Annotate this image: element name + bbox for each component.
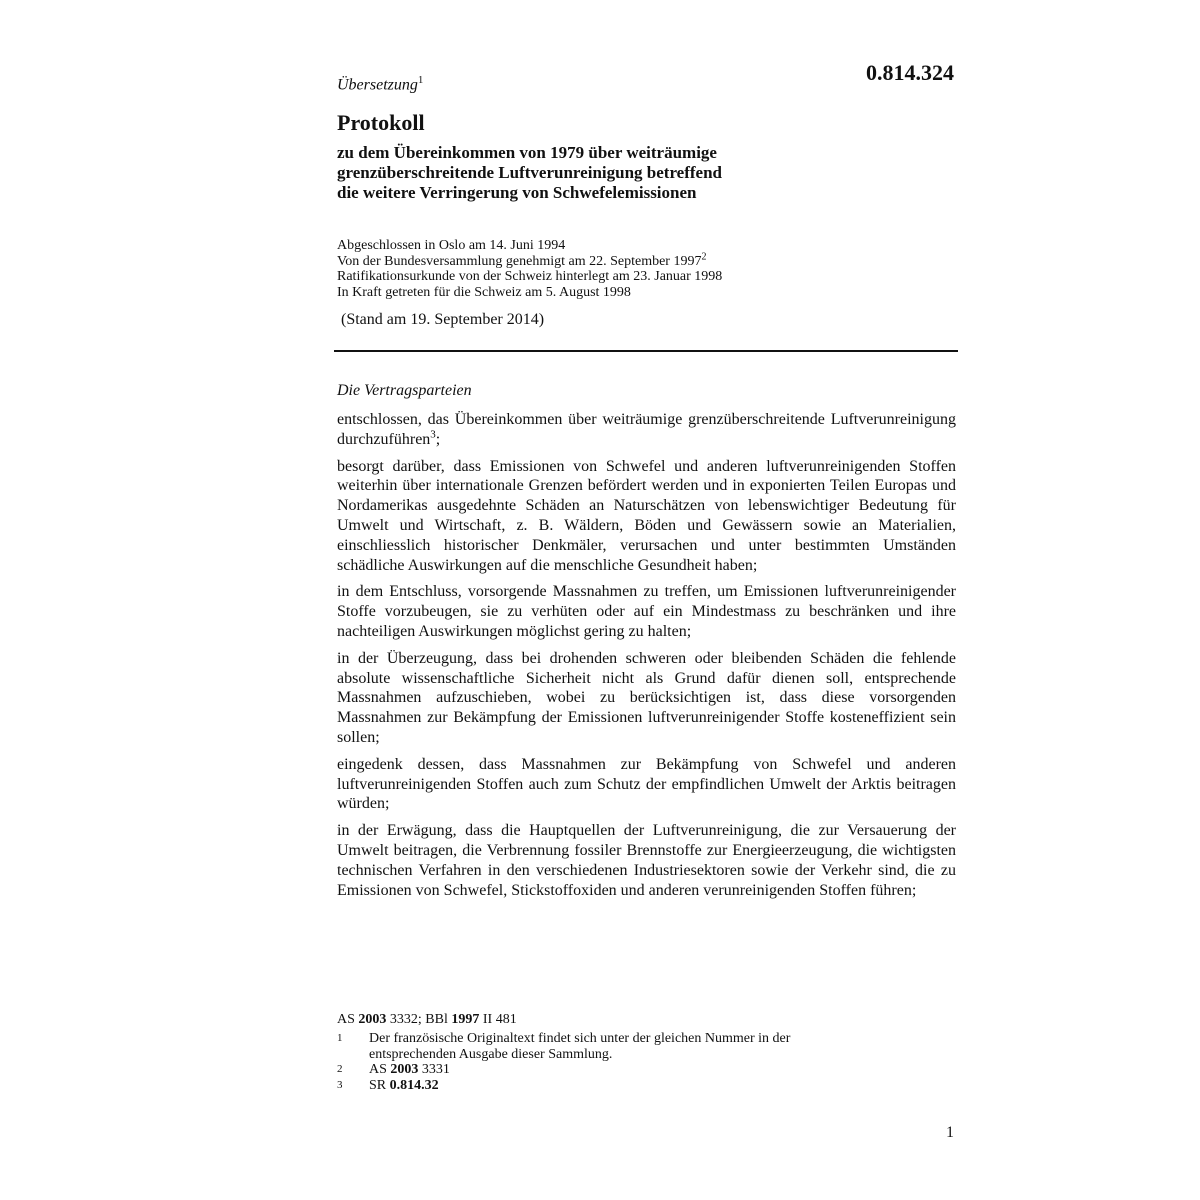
status-date: (Stand am 19. September 2014) — [341, 311, 545, 328]
footnote-page: 3331 — [418, 1062, 450, 1077]
preamble-paragraph — [337, 410, 956, 450]
preamble-paragraph: in dem Entschluss, vorsorgende Massnahmen zu treffen, um Emissionen luftverunreinigender Stoffe vorzubeugen, sie zu verhüten oder auf ein Mindestmass zu beschränken und ihre nachteiligen Auswirkungen möglichst gering zu halten; — [337, 583, 956, 640]
page-number: 1 — [946, 1124, 954, 1141]
concluded-date: Abgeschlossen in Oslo am 14. Juni 1994 — [337, 238, 566, 253]
approval-text: Von der Bundesversammlung genehmigt am 22. September 1997 — [337, 253, 702, 269]
translation-label — [337, 74, 956, 94]
header-divider — [334, 350, 958, 352]
footnote — [337, 1078, 956, 1094]
paragraph-text: entschlossen, das Übereinkommen über weiträumige grenzüberschreitende Luftverunreinigung durchzuführen — [337, 411, 956, 448]
subtitle-line: die weitere Verringerung von Schwefelemissionen — [337, 183, 697, 202]
ref-year: 1997 — [451, 1012, 480, 1027]
footnote-marker[interactable]: 1 — [417, 74, 424, 86]
footnote-sr-link[interactable]: 0.814.32 — [389, 1077, 439, 1093]
document-metadata — [337, 238, 956, 300]
footnote-number: 3 — [337, 1078, 343, 1091]
subtitle-line: zu dem Übereinkommen von 1979 über weiträumige — [337, 143, 717, 162]
preamble-paragraph: besorgt darüber, dass Emissionen von Schwefel und anderen luftverunreinigenden Stoffen weiterhin über internationale Grenzen befördert werden und in exponierten Teilen Europas und Nordamerikas ausgedehnte Schäden an Naturschätzen von lebenswichtiger Bedeutung für Umwelt und Wirtschaft, z. B. Wäldern, Böden und Gewässern sowie an Materialien, einschliesslich historischer Denkmäler, verursachen und unter bestimmten Umständen schädliche Auswirkungen auf die menschliche Gesundheit haben; — [337, 457, 956, 574]
sr-number: 0.814.324 — [866, 60, 954, 85]
ref-text: 3332; BBl — [386, 1012, 452, 1027]
preamble-paragraph: eingedenk dessen, dass Massnahmen zur Bekämpfung von Schwefel und anderen luftverunreinigenden Stoffen auch zum Schutz der empfindlichen Umwelt der Arktis beitragen würden; — [337, 755, 956, 813]
footnote-number: 2 — [337, 1063, 343, 1075]
ratification-date: Ratifikationsurkunde von der Schweiz hinterlegt am 23. Januar 1998 — [337, 269, 723, 284]
preamble-paragraph: in der Überzeugung, dass bei drohenden schweren oder bleibenden Schäden die fehlende absolute wissenschaftliche Sicherheit nicht als Grund dafür dienen soll, entsprechende Massnahmen aufzuschieben, wobei zu berücksichtigen ist, dass diese vorsorgenden Massnahmen zur Bekämpfung der Emissionen luftverunreinigender Stoffe kosteneffizient sein sollen; — [337, 649, 956, 746]
footnote-year: 2003 — [390, 1062, 419, 1077]
translation-text: Übersetzung — [337, 76, 418, 94]
footnote-number: 1 — [337, 1032, 343, 1044]
official-reference — [337, 1012, 956, 1028]
approval-date — [337, 250, 956, 270]
subtitle-line: grenzüberschreitende Luftverunreinigung betreffend — [337, 163, 722, 182]
ref-year: 2003 — [358, 1012, 387, 1027]
paragraph-text: ; — [435, 430, 441, 448]
preamble-body — [337, 410, 956, 907]
footnote — [337, 1031, 956, 1062]
ref-text: II 481 — [479, 1012, 517, 1027]
document-subtitle — [337, 143, 956, 203]
footnote-prefix: SR — [369, 1077, 390, 1093]
preamble-heading: Die Vertragsparteien — [337, 382, 472, 399]
document-title: Protokoll — [337, 110, 425, 135]
in-force-date: In Kraft getreten für die Schweiz am 5. August 1998 — [337, 284, 631, 300]
footnotes — [337, 1031, 956, 1093]
footnote-text: Der französische Originaltext findet sich unter der gleichen Nummer in der entsprechenden Ausgabe dieser Sammlung. — [369, 1031, 791, 1062]
preamble-paragraph: in der Erwägung, dass die Hauptquellen der Luftverunreinigung, die zur Versauerung der Umwelt beitragen, die Verbrennung fossiler Brennstoffe zur Energieerzeugung, die wichtigsten technischen Verfahren in den verschiedenen Industriesektoren sowie der Verkehr sind, die zu Emissionen von Schwefel, Stickstoffoxiden und anderen verunreinigenden Stoffen führen; — [337, 822, 956, 899]
footnote-marker[interactable]: 3 — [430, 428, 436, 441]
footnote — [337, 1062, 956, 1078]
ref-text: AS — [337, 1012, 359, 1027]
footnote-marker[interactable]: 2 — [701, 250, 707, 262]
footnote-text — [369, 1078, 956, 1094]
footnote-text — [369, 1062, 956, 1078]
footnote-prefix: AS — [369, 1062, 391, 1077]
